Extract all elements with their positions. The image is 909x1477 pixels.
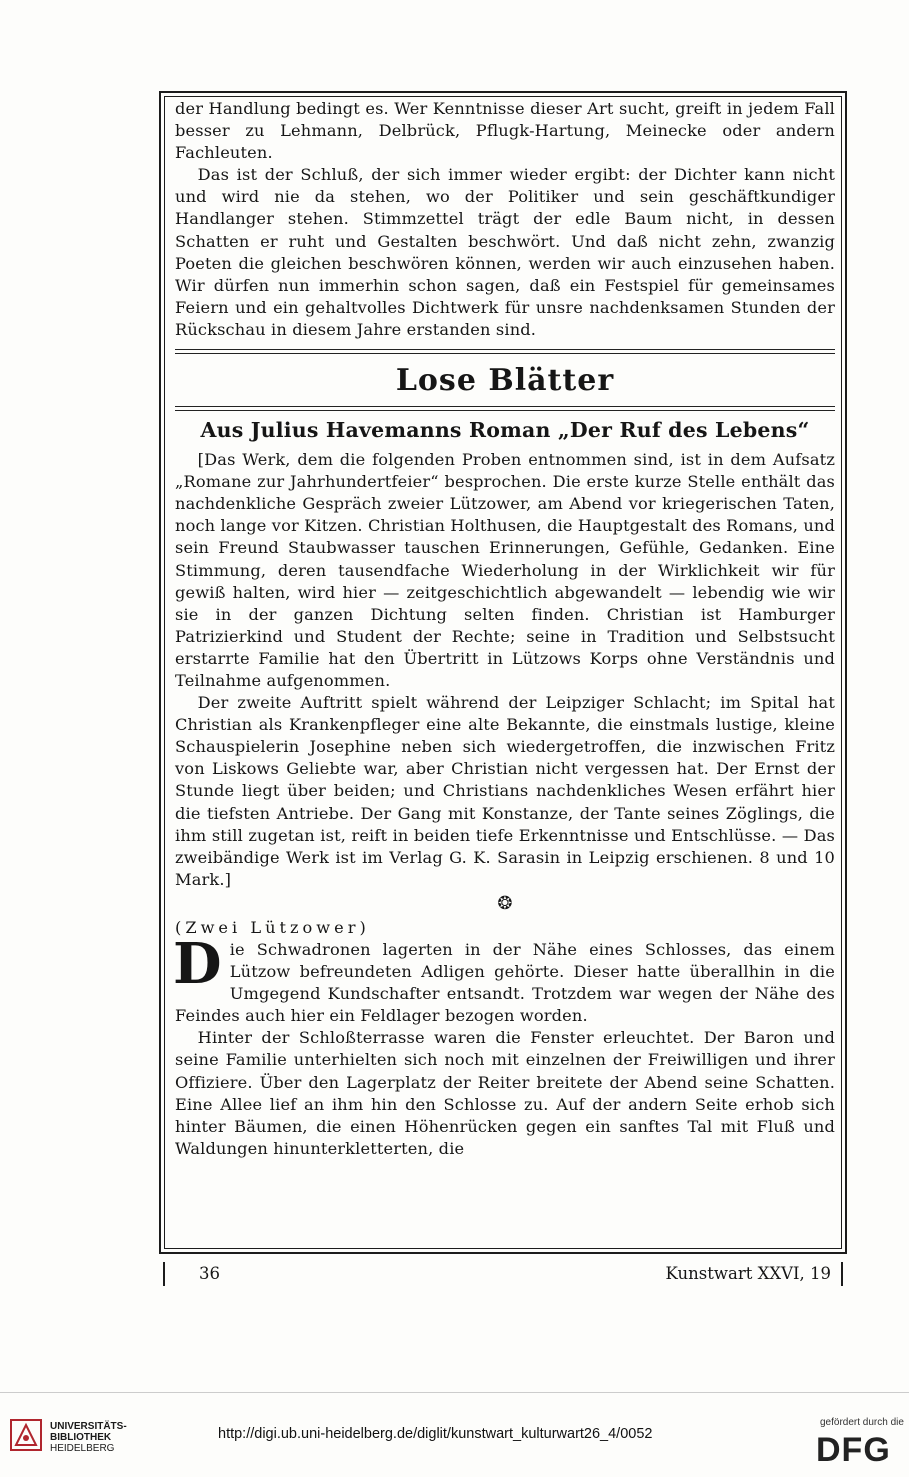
journal-reference: Kunstwart XXVI, 19 xyxy=(665,1264,831,1283)
editorial-paragraph: Der zweite Auftritt spielt während der Leipziger Schlacht; im Spital hat Christian als Krankenpfleger eine alte Bekannte, die einstmals lustige, kleine Schauspielerin Josephine neben sich wiedergetroffen, die inzwischen Fritz von Liskows Geliebte war, aber Christian nicht vergessen hat. Der Ernst der Stunde liegt über beiden; und Christians nachdenkliches Wesen erfährt hier die tiefsten Antriebe. Der Gang mit Konstanze, der Tante seines Zöglings, die ihm still zugetan ist, reift in beiden tiefe Erkenntnisse und Entschlüsse. — Das zweibändige Werk ist im Verlag G. K. Sarasin in Leipzig erschienen. 8 und 10 Mark.] xyxy=(175,693,835,889)
story-paragraph xyxy=(173,931,835,1027)
source-url-link[interactable]: http://digi.ub.uni-heidelberg.de/diglit/kunstwart_kulturwart26_4/0052 xyxy=(218,1426,653,1442)
story-paragraph: Hinter der Schloßterrasse waren die Fenster erleuchtet. Der Baron und seine Familie unterhielten sich noch mit einzelnen der Freiwilligen und ihrer Offiziere. Über den Lagerplatz der Reiter breitete der Abend seine Schatten. Eine Allee lief an ihm hin den Schlosse zu. Auf der andern Seite erhob sich hinter Bäumen, die einen Höhenrücken gegen ein sanftes Tal mit Fluß und Waldungen hinunterkletterten, die xyxy=(175,1028,835,1158)
page-number: 36 xyxy=(199,1264,220,1283)
speaker-heading: (Zwei Lützower) xyxy=(175,917,370,937)
library-name: UNIVERSITÄTS- BIBLIOTHEK HEIDELBERG xyxy=(50,1421,127,1454)
section-title: Lose Blätter xyxy=(395,363,615,399)
ornament-icon: ❂ xyxy=(497,892,513,914)
viewer-bottom-bar xyxy=(0,1392,909,1477)
page-content xyxy=(175,98,835,1160)
intro-paragraph: der Handlung bedingt es. Wer Kenntnisse dieser Art sucht, greift in jedem Fall besser zu Lehmann, Delbrück, Pflugk-Hartung, Meinecke oder andern Fachleuten. xyxy=(175,99,835,163)
divider xyxy=(175,406,835,411)
divider xyxy=(175,349,835,354)
drop-cap: D xyxy=(173,931,222,997)
page-footer xyxy=(163,1262,843,1286)
story-text: ie Schwadronen lagerten in der Nähe eines Schlosses, das einem Lützow befreundeten Adligen gehörte. Dieser hatte überallhin in die Umgegend Kundschafter entsandt. Trotzdem war wegen der Nähe des Feindes auch hier ein Feldlager bezogen worden. xyxy=(175,940,835,1026)
funder-label: gefördert durch die xyxy=(820,1417,904,1428)
dfg-logo: DFG xyxy=(816,1431,891,1469)
article-title: Aus Julius Havemanns Roman „Der Ruf des Lebens“ xyxy=(200,418,810,443)
editorial-paragraph: [Das Werk, dem die folgenden Proben entnommen sind, ist in dem Aufsatz „Romane zur Jahrhundertfeier“ besprochen. Die erste kurze Stelle enthält das nachdenkliche Gespräch zweier Lützower, am Abend vor kriegerischen Taten, noch lange vor Kitzen. Christian Holthusen, die Hauptgestalt des Romans, und sein Freund Staubwasser tauschen Erinnerungen, Gefühle, Gedanken. Eine Stimmung, deren tausendfache Wiederholung in der Wirklichkeit wir für gewiß halten, wird hier — zeitgeschichtlich abgewandelt — lebendig wie wir sie in der ganzen Dichtung selten finden. Christian ist Hamburger Patrizierkind und Student der Rechte; seine in Tradition und Selbstsucht erstarrte Familie hat den Übertritt in Lützows Korps ohne Verständnis und Teilnahme aufgenommen. xyxy=(175,450,835,690)
intro-paragraph: Das ist der Schluß, der sich immer wieder ergibt: der Dichter kann nicht und wird nie da stehen, wo der Politiker und sein geschäftkundiger Handlanger stehen. Stimmzettel trägt der edle Baum nicht, in dessen Schatten er ruht und Gestalten beschwört. Und daß nicht zehn, zwanzig Poeten die gleichen beschwören können, werden wir auch einzusehen haben. Wir dürfen nun immerhin schon sagen, daß ein Festspiel für gemeinsames Feiern und ein gehaltvolles Dichtwerk für unsre nachdenksamen Stunden der Rückschau in diesem Jahre erstanden sind. xyxy=(175,165,835,339)
section-header xyxy=(175,349,835,411)
university-seal-icon xyxy=(10,1419,42,1451)
